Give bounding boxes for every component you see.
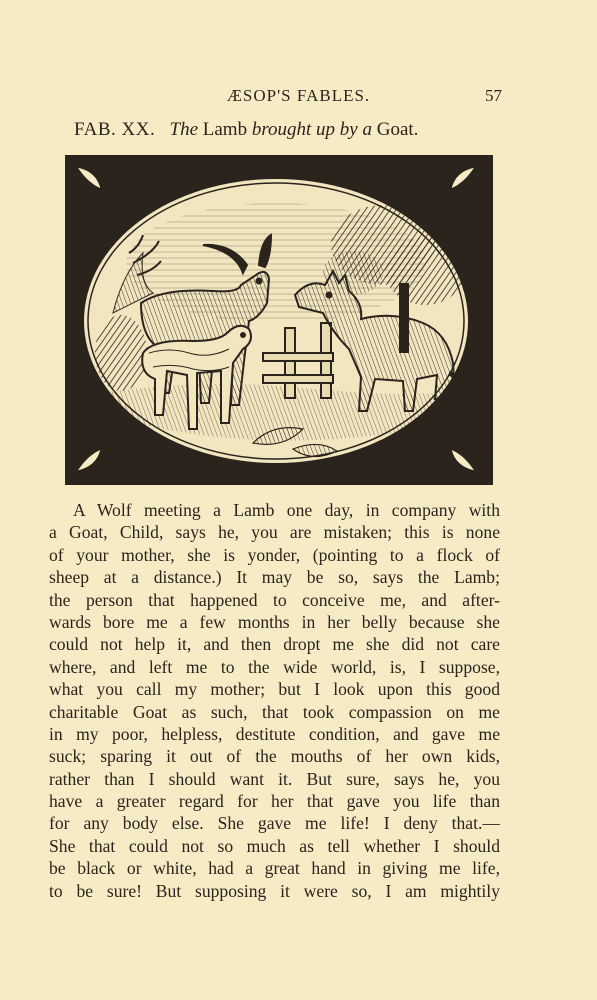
- body-line: to be sure! But supposing it were so, I am mightily: [49, 880, 500, 901]
- body-line: She that could not so much as tell whether I should: [49, 835, 500, 856]
- body-line: suck; sparing it out of the mouths of her own kids,: [49, 746, 500, 767]
- fable-title-word-1: The: [169, 119, 198, 140]
- body-line: of your mother, she is yonder, (pointing to a flock of: [49, 544, 500, 565]
- body-line: sheep at a distance.) It may be so, says the Lamb;: [49, 567, 500, 588]
- fable-body: [49, 499, 500, 902]
- body-line: what you call my mother; but I look upon this good: [49, 679, 500, 700]
- fable-title-word-2: Lamb: [202, 119, 248, 140]
- body-line: for any body else. She gave me life! I deny that.—: [49, 813, 500, 834]
- page-number: 57: [485, 86, 502, 105]
- body-line: the person that happened to conceive me, and after-: [49, 589, 500, 610]
- body-line: wards bore me a few months in her belly because she: [49, 611, 500, 632]
- running-head: [0, 86, 597, 108]
- body-line: A Wolf meeting a Lamb one day, in company with: [73, 500, 500, 520]
- fable-title-word-3: brought up by a: [251, 119, 372, 140]
- fable-title: [74, 119, 534, 141]
- body-line: rather than I should want it. But sure, says he, you: [49, 768, 500, 789]
- body-line: be black or white, had a great hand in giving me life,: [49, 858, 500, 879]
- body-line: charitable Goat as such, that took compassion on me: [49, 701, 500, 722]
- woodcut-illustration: [63, 153, 495, 487]
- body-line: a Goat, Child, says he, you are mistaken; this is none: [49, 522, 500, 543]
- body-line: have a greater regard for her that gave you life than: [49, 791, 500, 812]
- body-line: in my poor, helpless, destitute condition, and gave me: [49, 723, 500, 744]
- body-line: where, and left me to the wide world, is, I suppose,: [49, 656, 500, 677]
- fable-title-word-4: Goat.: [376, 119, 419, 140]
- woodcut-image: [63, 153, 495, 487]
- body-line: could not help it, and then dropt me she did not care: [49, 634, 500, 655]
- fable-number: FAB. XX.: [74, 119, 156, 140]
- running-title: ÆSOP'S FABLES.: [226, 86, 371, 105]
